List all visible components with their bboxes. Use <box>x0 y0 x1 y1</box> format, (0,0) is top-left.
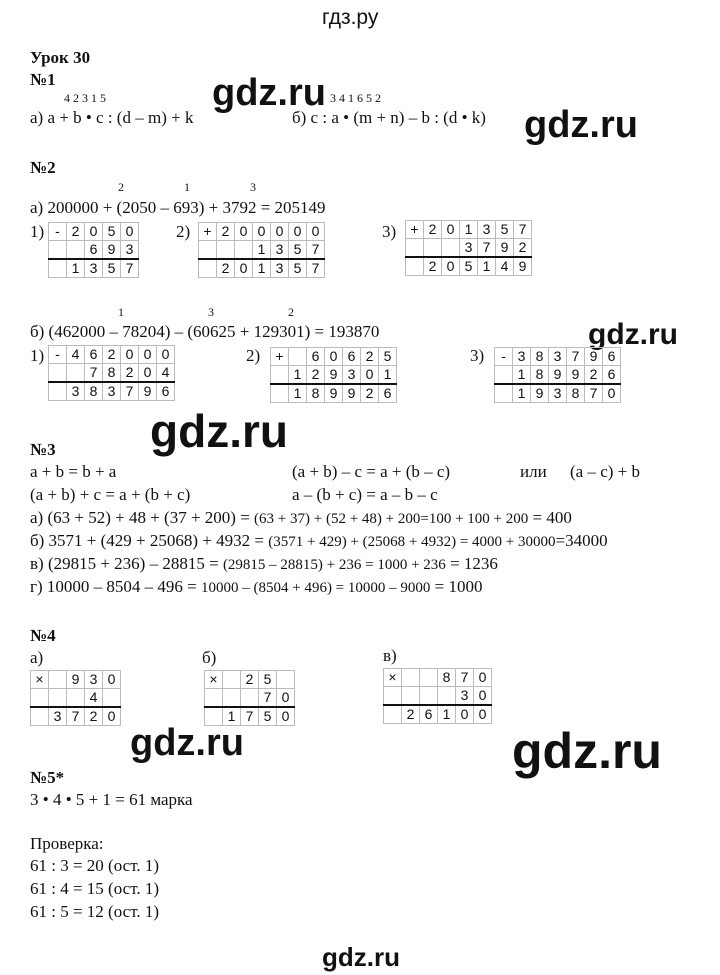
rule-alternative: (a – c) + b <box>570 462 641 481</box>
task-3a-result: = 400 <box>528 508 572 527</box>
digit-cell: 0 <box>139 346 157 364</box>
digit-cell: 3 <box>271 241 289 260</box>
operator-sign: × <box>384 669 402 687</box>
column-multiplication-a <box>30 670 121 726</box>
digit-cell: 7 <box>121 259 139 278</box>
digit-cell: 2 <box>402 705 420 724</box>
digit-cell: 7 <box>456 669 474 687</box>
digit-cell: 6 <box>85 241 103 260</box>
digit-cell: 9 <box>585 348 603 366</box>
rule-commutative: a + b = b + a <box>30 462 117 481</box>
digit-cell: 7 <box>307 259 325 278</box>
result-row <box>384 705 492 724</box>
operator-cell <box>271 384 289 403</box>
digit-cell: 3 <box>513 348 531 366</box>
operand-row <box>384 687 492 706</box>
digit-cell: 0 <box>235 259 253 278</box>
task-3c-work: (29815 – 28815) + 236 = 1000 + 236 <box>222 557 446 573</box>
task-1a-order: 4 2 3 1 5 <box>64 91 106 105</box>
digit-cell: 4 <box>85 689 103 708</box>
step-label: 3) <box>470 346 485 365</box>
task-3c <box>30 554 498 575</box>
digit-cell: 5 <box>103 259 121 278</box>
watermark: gdz.ru <box>588 318 678 351</box>
digit-cell: 8 <box>85 382 103 401</box>
result-row <box>49 259 139 278</box>
digit-cell: 8 <box>567 384 585 403</box>
column-multiplication-b <box>204 670 295 726</box>
digit-cell: 5 <box>289 259 307 278</box>
result-row <box>495 384 621 403</box>
task-1b-expression: б) c : a • (m + n) – b : (d • k) <box>292 108 486 127</box>
digit-cell: 6 <box>85 346 103 364</box>
digit-cell <box>223 689 241 708</box>
digit-cell: 0 <box>157 346 175 364</box>
digit-cell: 3 <box>549 348 567 366</box>
digit-cell: 9 <box>325 366 343 385</box>
operator-cell <box>49 259 67 278</box>
digit-cell: 1 <box>289 384 307 403</box>
digit-cell: 5 <box>496 221 514 239</box>
digit-cell: 7 <box>259 689 277 708</box>
digit-cell <box>241 689 259 708</box>
digit-cell: 7 <box>585 384 603 403</box>
digit-cell: 2 <box>217 223 235 241</box>
watermark: gdz.ru <box>512 723 662 779</box>
operand-row <box>406 239 532 258</box>
digit-cell: 2 <box>585 366 603 385</box>
order-mark: 3 <box>250 180 256 194</box>
step-label: 2) <box>176 222 191 241</box>
operator-cell <box>31 707 49 726</box>
task-3a <box>30 508 572 529</box>
digit-cell: 1 <box>67 259 85 278</box>
task-5-expression: 3 • 4 • 5 + 1 = 61 марка <box>30 790 193 809</box>
digit-cell: 9 <box>103 241 121 260</box>
task-3a-work: (63 + 37) + (52 + 48) + 200=100 + 100 + 200 <box>254 511 529 527</box>
digit-cell: 0 <box>277 707 295 726</box>
task-1-label: №1 <box>30 70 56 89</box>
digit-cell: 3 <box>271 259 289 278</box>
digit-cell: 0 <box>103 707 121 726</box>
operator-cell <box>495 384 513 403</box>
digit-cell: 1 <box>253 241 271 260</box>
operator-cell <box>49 364 67 383</box>
operator-cell <box>205 689 223 708</box>
task-4b-label: б) <box>202 648 217 667</box>
digit-cell: 9 <box>67 671 85 689</box>
digit-cell: 8 <box>531 348 549 366</box>
digit-cell: 1 <box>438 705 456 724</box>
digit-cell: 7 <box>567 348 585 366</box>
operand-row <box>49 346 175 364</box>
operator-cell <box>49 241 67 260</box>
digit-cell: 2 <box>361 348 379 366</box>
digit-cell: 9 <box>139 382 157 401</box>
operator-cell <box>199 241 217 260</box>
digit-cell: 4 <box>157 364 175 383</box>
digit-cell: 7 <box>307 241 325 260</box>
digit-cell: 0 <box>85 223 103 241</box>
task-3d <box>30 577 483 598</box>
digit-cell: 2 <box>241 671 259 689</box>
column-subtraction-1 <box>48 222 139 278</box>
task-5-label: №5* <box>30 768 65 787</box>
digit-cell: 7 <box>514 221 532 239</box>
digit-cell: 1 <box>223 707 241 726</box>
digit-cell: 0 <box>603 384 621 403</box>
lesson-title: Урок 30 <box>30 48 91 67</box>
watermark: gdz.ru <box>524 104 638 146</box>
operand-row <box>49 364 175 383</box>
operand-row <box>31 689 121 708</box>
operator-sign: + <box>406 221 424 239</box>
operator-cell <box>406 257 424 276</box>
digit-cell: 0 <box>307 223 325 241</box>
digit-cell: 3 <box>67 382 85 401</box>
digit-cell: 9 <box>325 384 343 403</box>
digit-cell: 1 <box>460 221 478 239</box>
digit-cell: 0 <box>121 223 139 241</box>
result-row <box>49 382 175 401</box>
operator-sign: - <box>49 346 67 364</box>
digit-cell: 1 <box>513 366 531 385</box>
digit-cell: 3 <box>121 241 139 260</box>
digit-cell: 8 <box>531 366 549 385</box>
digit-cell: 1 <box>379 366 397 385</box>
operand-row <box>384 669 492 687</box>
digit-cell <box>420 687 438 706</box>
digit-cell: 9 <box>549 366 567 385</box>
watermark: gdz.ru <box>150 405 288 457</box>
digit-cell: 2 <box>121 364 139 383</box>
digit-cell: 7 <box>241 707 259 726</box>
digit-cell: 0 <box>139 364 157 383</box>
column-addition-5 <box>270 347 397 403</box>
task-3b-work: (3571 + 429) + (25068 + 4932) = 4000 + 30000 <box>268 534 556 550</box>
task-2b-expression: б) (462000 – 78204) – (60625 + 129301) = 193870 <box>30 322 380 341</box>
operand-row <box>31 671 121 689</box>
digit-cell: 2 <box>361 384 379 403</box>
digit-cell: 6 <box>420 705 438 724</box>
digit-cell: 0 <box>474 687 492 706</box>
step-label: 3) <box>382 222 397 241</box>
digit-cell: 0 <box>103 671 121 689</box>
empty-cell <box>402 687 420 706</box>
digit-cell: 2 <box>514 239 532 258</box>
digit-cell: 9 <box>567 366 585 385</box>
digit-cell: 3 <box>85 259 103 278</box>
operand-row <box>205 689 295 708</box>
empty-cell <box>402 669 420 687</box>
operand-row <box>495 366 621 385</box>
operand-row <box>271 348 397 366</box>
operand-row <box>495 348 621 366</box>
digit-cell: 3 <box>478 221 496 239</box>
check-line: 61 : 5 = 12 (ост. 1) <box>30 902 160 921</box>
digit-cell: 3 <box>549 384 567 403</box>
result-row <box>406 257 532 276</box>
operator-cell <box>199 259 217 278</box>
rule-subtract-assoc: (a + b) – c = a + (b – c) <box>292 462 451 481</box>
digit-cell: 2 <box>67 223 85 241</box>
digit-cell: 6 <box>379 384 397 403</box>
digit-cell <box>67 689 85 708</box>
watermark: gdz.ru <box>130 722 244 764</box>
digit-cell <box>277 671 295 689</box>
digit-cell: 5 <box>379 348 397 366</box>
operand-row <box>406 221 532 239</box>
digit-cell <box>49 671 67 689</box>
digit-cell: 5 <box>259 671 277 689</box>
task-4a-label: а) <box>30 648 44 667</box>
digit-cell: 7 <box>478 239 496 258</box>
task-3d-work: 10000 – (8504 + 496) = 10000 – 9000 <box>200 580 431 596</box>
digit-cell: 0 <box>325 348 343 366</box>
digit-cell: 9 <box>514 257 532 276</box>
digit-cell: 7 <box>121 382 139 401</box>
digit-cell: 0 <box>442 221 460 239</box>
step-label: 1) <box>30 346 45 365</box>
digit-cell: 9 <box>496 239 514 258</box>
step-label: 1) <box>30 222 45 241</box>
task-1a-expression: а) a + b • c : (d – m) + k <box>30 108 194 127</box>
task-4c-label: в) <box>383 646 397 665</box>
digit-cell: 9 <box>343 384 361 403</box>
operator-sign: - <box>495 348 513 366</box>
digit-cell <box>424 239 442 258</box>
check-label: Проверка: <box>30 834 104 853</box>
digit-cell: 4 <box>67 346 85 364</box>
digit-cell: 3 <box>49 707 67 726</box>
footer-watermark: gdz.ru <box>322 942 400 972</box>
digit-cell: 9 <box>531 384 549 403</box>
digit-cell <box>49 689 67 708</box>
digit-cell <box>67 241 85 260</box>
rule-subtract-sum: a – (b + c) = a – b – c <box>292 485 438 504</box>
digit-cell: 0 <box>442 257 460 276</box>
task-3a-expression: а) (63 + 52) + 48 + (37 + 200) = <box>30 508 255 527</box>
operator-sign: - <box>49 223 67 241</box>
digit-cell: 2 <box>307 366 325 385</box>
digit-cell: 0 <box>456 705 474 724</box>
task-3c-expression: в) (29815 + 236) – 28815 = <box>30 554 223 573</box>
digit-cell <box>438 687 456 706</box>
operator-sign: × <box>31 671 49 689</box>
digit-cell: 2 <box>424 221 442 239</box>
digit-cell: 6 <box>603 348 621 366</box>
digit-cell <box>235 241 253 260</box>
operator-cell <box>384 687 402 706</box>
digit-cell <box>289 348 307 366</box>
operator-cell <box>271 366 289 385</box>
check-line: 61 : 3 = 20 (ост. 1) <box>30 856 160 875</box>
column-subtraction-4 <box>48 345 175 401</box>
digit-cell: 1 <box>513 384 531 403</box>
operator-cell <box>49 382 67 401</box>
rule-associative: (a + b) + c = a + (b + c) <box>30 485 191 504</box>
digit-cell: 3 <box>343 366 361 385</box>
operator-sign: + <box>271 348 289 366</box>
operator-cell <box>31 689 49 708</box>
digit-cell: 3 <box>456 687 474 706</box>
task-3b-result: =34000 <box>555 531 608 550</box>
task-3-label: №3 <box>30 440 56 459</box>
operand-row <box>271 366 397 385</box>
digit-cell: 1 <box>289 366 307 385</box>
order-mark: 3 <box>208 305 214 319</box>
digit-cell <box>420 669 438 687</box>
digit-cell: 5 <box>289 241 307 260</box>
digit-cell: 0 <box>271 223 289 241</box>
digit-cell: 8 <box>438 669 456 687</box>
column-addition-2 <box>198 222 325 278</box>
digit-cell: 0 <box>121 346 139 364</box>
task-3d-expression: г) 10000 – 8504 – 496 = <box>30 577 201 596</box>
digit-cell: 2 <box>103 346 121 364</box>
result-row <box>31 707 121 726</box>
digit-cell <box>103 689 121 708</box>
operator-sign: × <box>205 671 223 689</box>
digit-cell: 7 <box>67 707 85 726</box>
digit-cell: 4 <box>496 257 514 276</box>
task-2a-expression: а) 200000 + (2050 – 693) + 3792 = 205149 <box>30 198 326 217</box>
digit-cell: 5 <box>103 223 121 241</box>
digit-cell: 3 <box>85 671 103 689</box>
operator-cell <box>384 705 402 724</box>
digit-cell <box>223 671 241 689</box>
digit-cell: 0 <box>474 669 492 687</box>
digit-cell: 0 <box>289 223 307 241</box>
digit-cell <box>217 241 235 260</box>
result-row <box>199 259 325 278</box>
digit-cell: 6 <box>157 382 175 401</box>
operand-row <box>49 223 139 241</box>
digit-cell: 8 <box>307 384 325 403</box>
digit-cell: 2 <box>85 707 103 726</box>
digit-cell: 6 <box>343 348 361 366</box>
digit-cell: 0 <box>253 223 271 241</box>
rule-or: или <box>520 462 547 481</box>
digit-cell: 8 <box>103 364 121 383</box>
digit-cell: 0 <box>474 705 492 724</box>
digit-cell: 2 <box>217 259 235 278</box>
task-4-label: №4 <box>30 626 56 645</box>
digit-cell: 6 <box>307 348 325 366</box>
operator-sign: + <box>199 223 217 241</box>
digit-cell: 5 <box>460 257 478 276</box>
task-3c-result: = 1236 <box>445 554 498 573</box>
step-label: 2) <box>246 346 261 365</box>
operator-cell <box>406 239 424 258</box>
digit-cell <box>67 364 85 383</box>
digit-cell: 6 <box>603 366 621 385</box>
watermark: gdz.ru <box>212 72 326 114</box>
column-addition-3 <box>405 220 532 276</box>
operand-row <box>199 241 325 260</box>
digit-cell: 5 <box>259 707 277 726</box>
digit-cell: 0 <box>277 689 295 708</box>
digit-cell: 0 <box>235 223 253 241</box>
order-mark: 1 <box>184 180 190 194</box>
operand-row <box>49 241 139 260</box>
digit-cell: 3 <box>460 239 478 258</box>
operator-cell <box>495 366 513 385</box>
column-multiplication-c <box>383 668 492 724</box>
task-1b-order: 3 4 1 6 5 2 <box>330 91 381 105</box>
digit-cell: 3 <box>103 382 121 401</box>
result-row <box>271 384 397 403</box>
digit-cell: 0 <box>361 366 379 385</box>
digit-cell: 7 <box>85 364 103 383</box>
site-header: гдз.ру <box>322 6 379 29</box>
task-2-label: №2 <box>30 158 56 177</box>
task-3b-expression: б) 3571 + (429 + 25068) + 4932 = <box>30 531 269 550</box>
order-mark: 2 <box>288 305 294 319</box>
digit-cell: 2 <box>424 257 442 276</box>
task-3d-result: = 1000 <box>430 577 483 596</box>
digit-cell <box>442 239 460 258</box>
check-line: 61 : 4 = 15 (ост. 1) <box>30 879 160 898</box>
digit-cell: 1 <box>253 259 271 278</box>
column-subtraction-6 <box>494 347 621 403</box>
task-3b <box>30 531 608 552</box>
operand-row <box>205 671 295 689</box>
digit-cell: 1 <box>478 257 496 276</box>
order-mark: 2 <box>118 180 124 194</box>
operand-row <box>199 223 325 241</box>
order-mark: 1 <box>118 305 124 319</box>
